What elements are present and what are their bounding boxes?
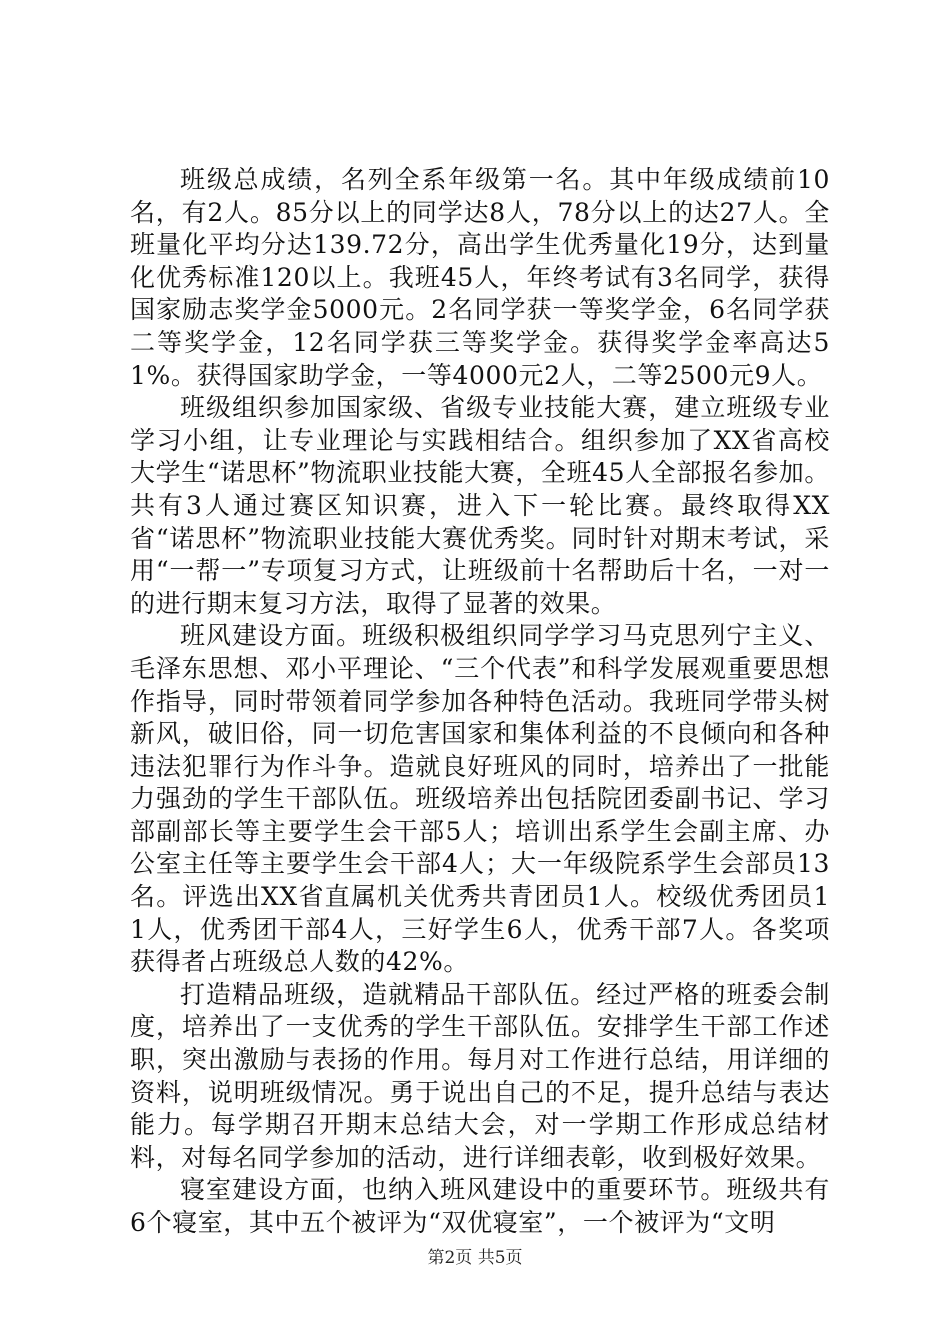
document-body bbox=[130, 164, 830, 1240]
page-footer: 第2页 共5页 bbox=[427, 1248, 523, 1268]
paragraph-dormitory: 寝室建设方面，也纳入班风建设中的重要环节。班级共有6个寝室，其中五个被评为“双优寝室”，一个被评为“文明 bbox=[130, 1175, 830, 1237]
paragraph-cadre-team: 打造精品班级，造就精品干部队伍。经过严格的班委会制度，培养出了一支优秀的学生干部队伍。安排学生干部工作述职，突出激励与表扬的作用。每月对工作进行总结，用详细的资料，说明班级情况。勇于说出自己的不足，提升总结与表达能力。每学期召开期末总结大会，对一学期工作形成总结材料，对每名同学参加的活动，进行详细表彰，收到极好效果。 bbox=[130, 979, 830, 1172]
paragraph-scores: 班级总成绩，名列全系年级第一名。其中年级成绩前10名，有2人。85分以上的同学达8人，78分以上的达27人。全班量化平均分达139.72分，高出学生优秀量化19分，达到量化优秀标准120以上。我班45人，年终考试有3名同学，获得国家励志奖学金5000元。2名同学获一等奖学金，6名同学获二等奖学金，12名同学获三等奖学金。获得奖学金率高达51%。获得国家助学金，一等4000元2人，二等2500元9人。 bbox=[130, 165, 830, 390]
paragraph-competition: 班级组织参加国家级、省级专业技能大赛，建立班级专业学习小组，让专业理论与实践相结合。组织参加了XX省高校大学生“诺思杯”物流职业技能大赛，全班45人全部报名参加。共有3人通过赛区知识赛，进入下一轮比赛。最终取得XX省“诺思杯”物流职业技能大赛优秀奖。同时针对期末考试，采用“一帮一”专项复习方式，让班级前十名帮助后十名，一对一的进行期末复习方法，取得了显著的效果。 bbox=[130, 393, 830, 618]
paragraph-class-style: 班风建设方面。班级积极组织同学学习马克思列宁主义、毛泽东思想、邓小平理论、“三个代表”和科学发展观重要思想作指导，同时带领着同学参加各种特色活动。我班同学带头树新风，破旧俗，同一切危害国家和集体利益的不良倾向和各种违法犯罪行为作斗争。造就良好班风的同时，培养出了一批能力强劲的学生干部队伍。班级培养出包括院团委副书记、学习部副部长等主要学生会干部5人；培训出系学生会副主席、办公室主任等主要学生会干部4人；大一年级院系学生会部员13名。评选出XX省直属机关优秀共青团员1人。校级优秀团员11人，优秀团干部4人，三好学生6人，优秀干部7人。各奖项获得者占班级总人数的42%。 bbox=[130, 621, 830, 977]
